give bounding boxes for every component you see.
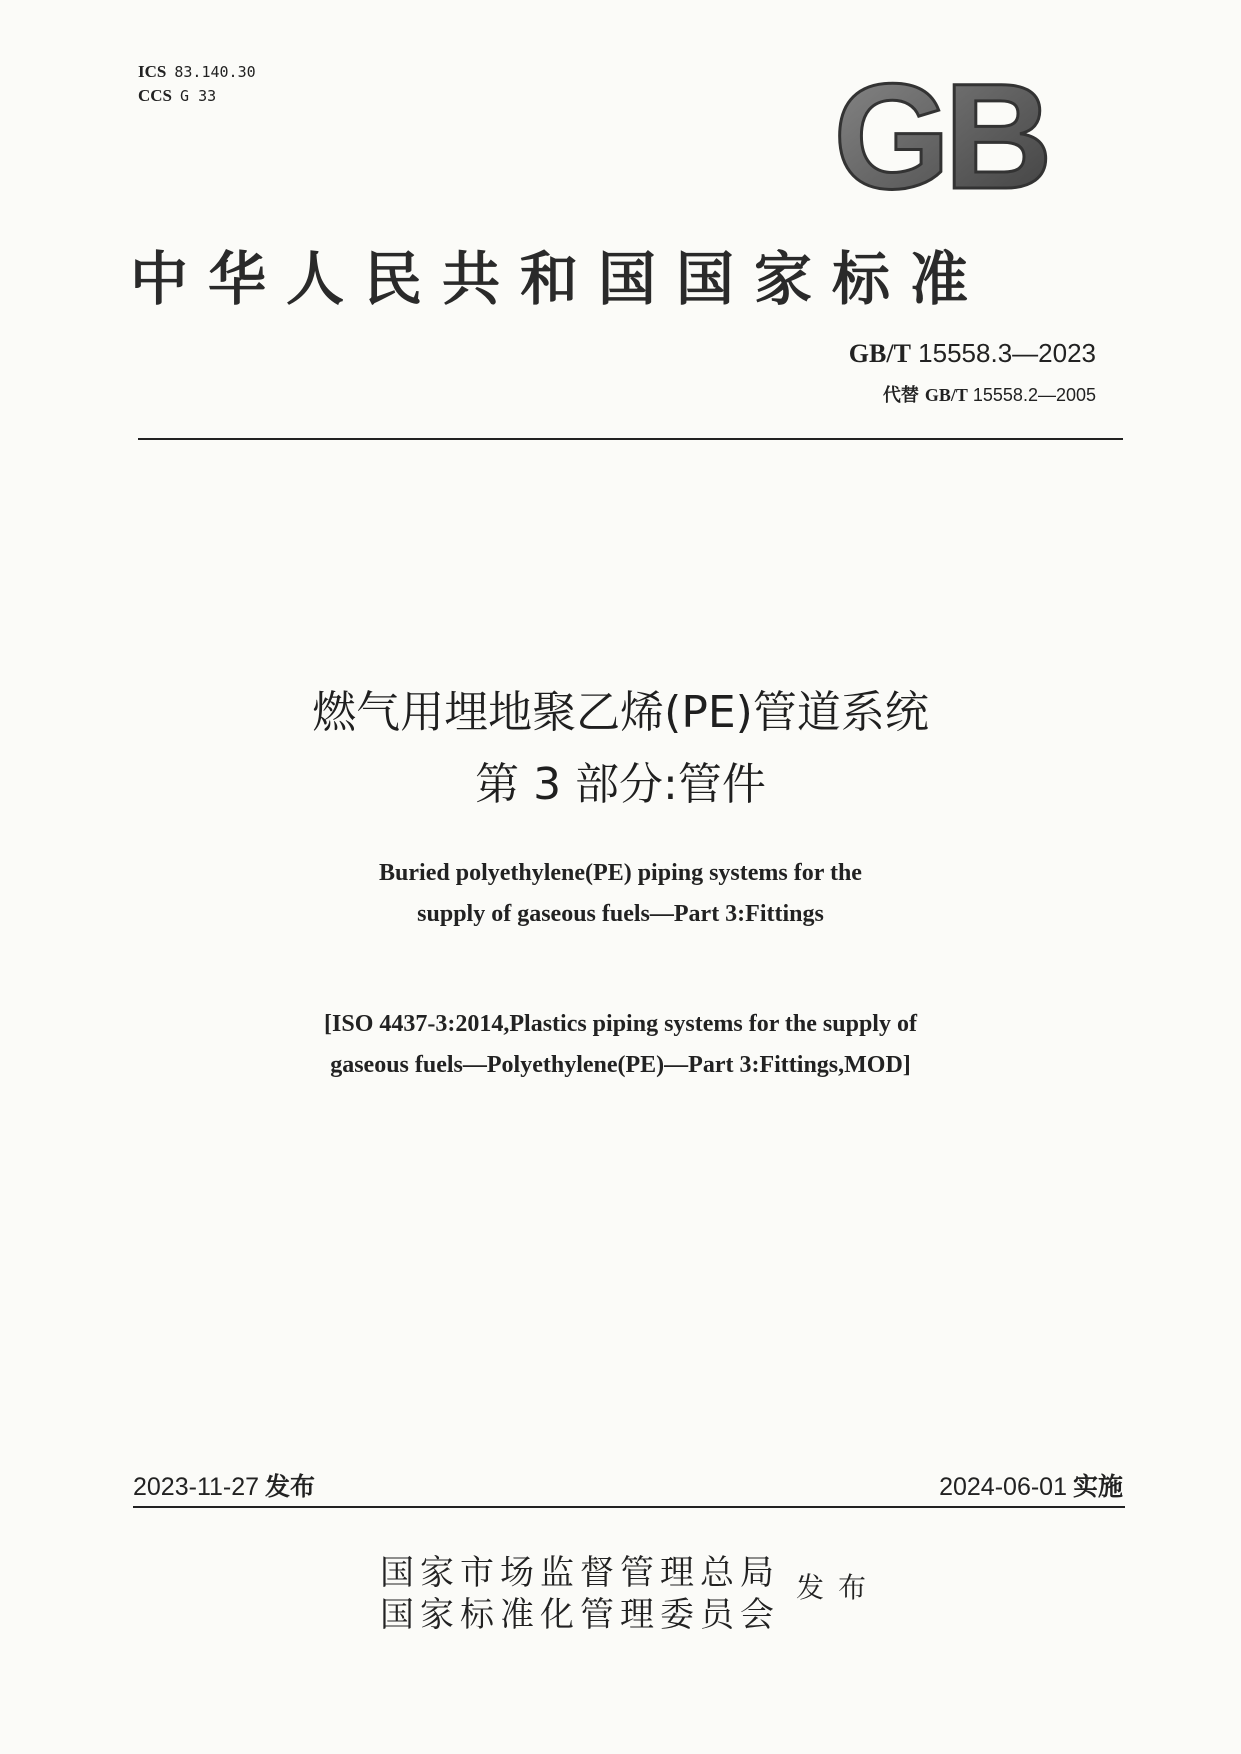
header-divider — [138, 438, 1123, 440]
issue-date-value: 2023-11-27 — [133, 1473, 260, 1501]
footer-divider — [133, 1506, 1125, 1508]
standard-number — [849, 338, 1096, 369]
replaces-number: 15558.2—2005 — [972, 385, 1096, 405]
implementation-date-label: 实施 — [1072, 1472, 1123, 1501]
ccs-value: G 33 — [180, 87, 217, 105]
ics-value: 83.140.30 — [174, 63, 256, 81]
issue-date — [133, 1467, 315, 1503]
gb-logo-icon — [818, 70, 1063, 200]
title-en-line2: supply of gaseous fuels—Part 3:Fittings — [417, 901, 824, 927]
iso-reference-line2: gaseous fuels—Polyethylene(PE)—Part 3:Fittings,MOD] — [330, 1052, 911, 1078]
replaces-prefix: GB/T — [924, 385, 968, 405]
publisher-org1: 国家市场监督管理总局 — [380, 1553, 780, 1593]
implementation-date-value: 2024-06-01 — [939, 1473, 1067, 1501]
standard-number-value: 15558.3—2023 — [918, 338, 1096, 368]
implementation-date — [939, 1467, 1123, 1503]
issue-date-label: 发布 — [265, 1472, 316, 1501]
ccs-code — [138, 84, 256, 108]
iso-reference-line1: [ISO 4437-3:2014,Plastics piping systems for the supply of — [324, 1011, 917, 1037]
standard-category-title: 中华人民共和国国家标准 — [130, 245, 989, 313]
gb-logo-text: GB — [833, 70, 1047, 200]
ics-label: ICS — [138, 62, 167, 81]
publisher-org2: 国家标准化管理委员会 — [380, 1595, 780, 1635]
classification-codes — [138, 60, 256, 108]
standard-number-prefix: GB/T — [848, 339, 911, 368]
title-en-line1: Buried polyethylene(PE) piping systems for the — [379, 860, 862, 886]
replaces-label: 代替 — [882, 385, 919, 405]
publish-label: 发布 — [796, 1571, 881, 1604]
replaces-standard — [883, 381, 1096, 407]
ccs-label: CCS — [138, 86, 173, 105]
ics-code — [138, 60, 256, 84]
title-cn-line2: 第 3 部分:管件 — [475, 759, 766, 810]
title-cn-line1: 燃气用埋地聚乙烯(PE)管道系统 — [312, 687, 929, 738]
